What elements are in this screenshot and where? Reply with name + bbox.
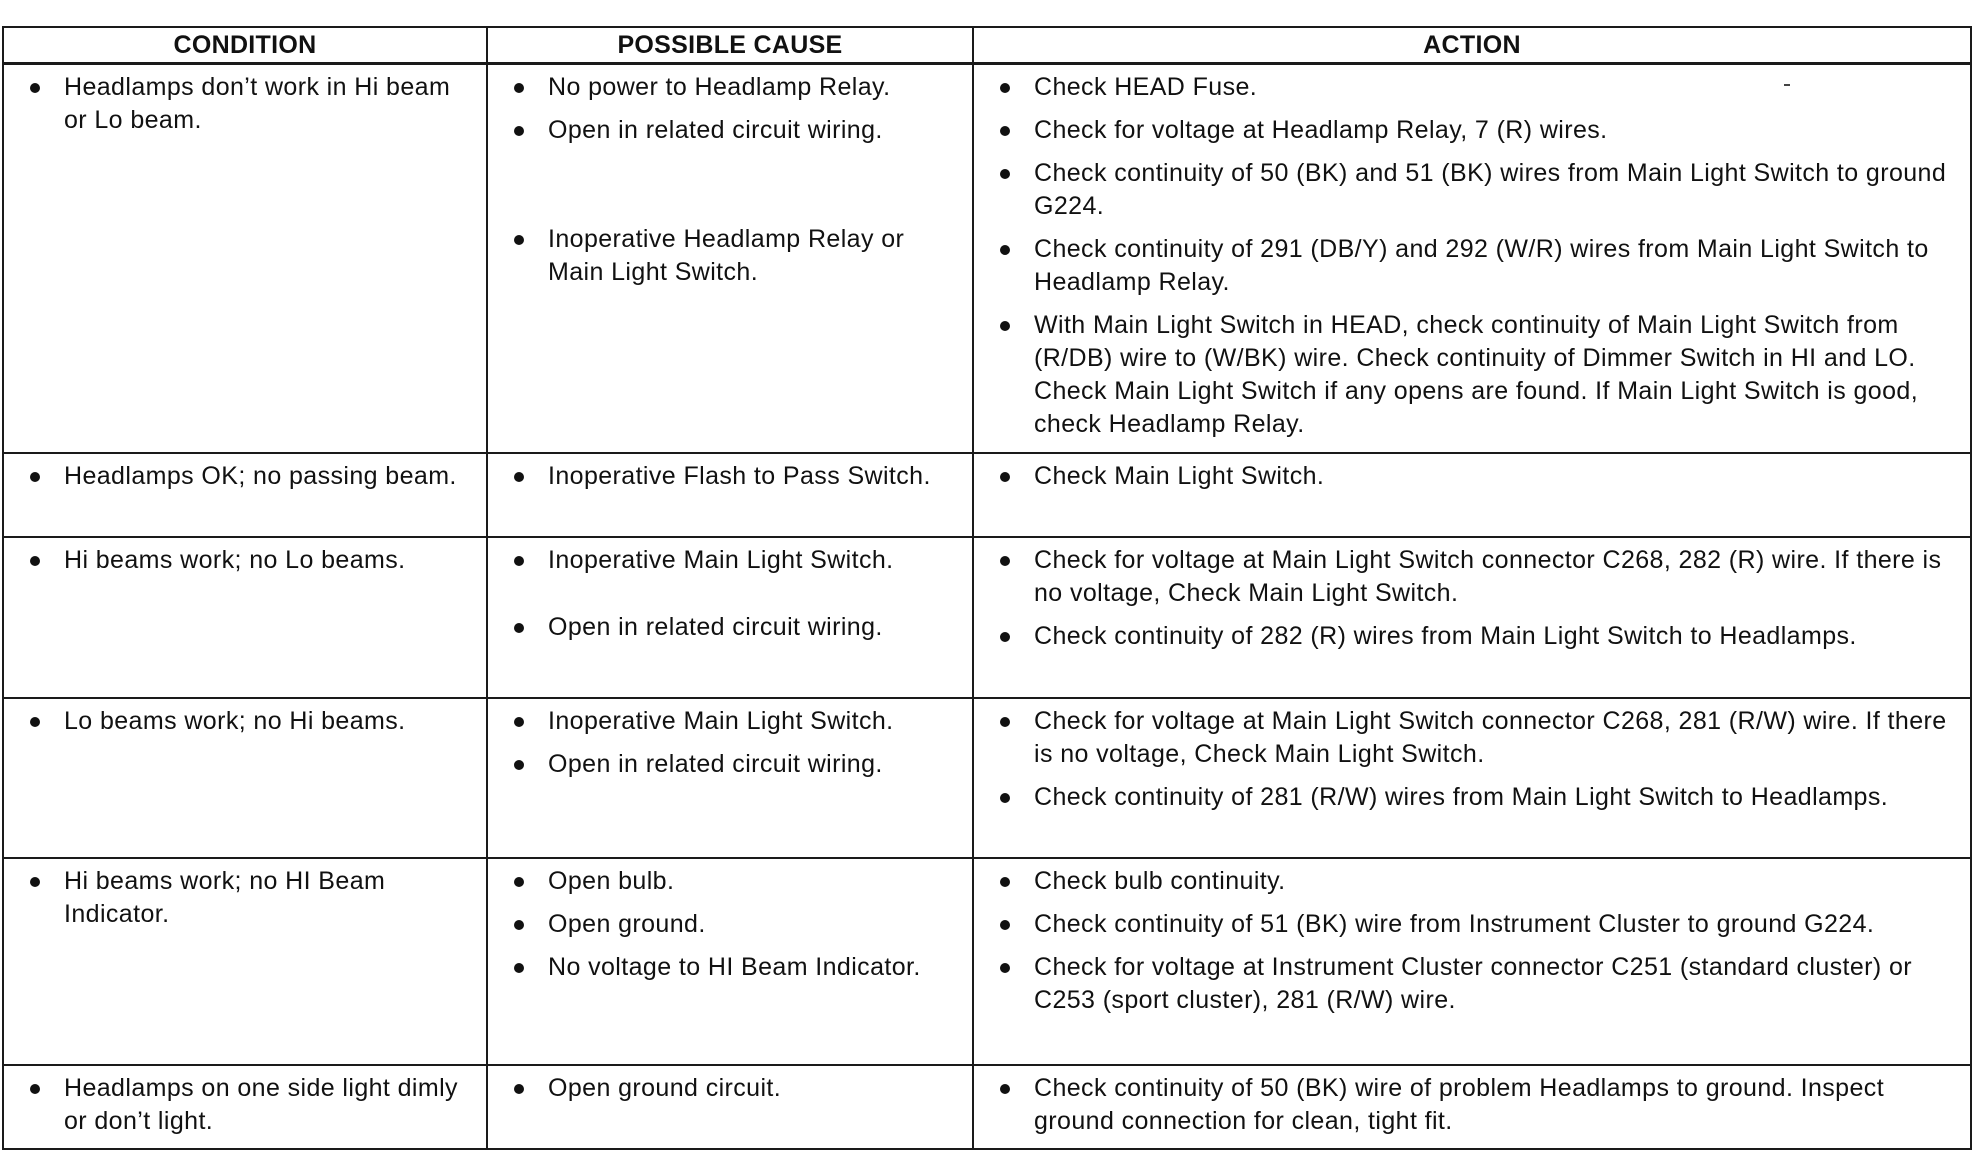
header-possible-cause: POSSIBLE CAUSE bbox=[487, 27, 973, 64]
action-item: With Main Light Switch in HEAD, check continuity of Main Light Switch from (R/DB) wire to (W/BK) wire. Check continuity of Dimmer Switch in HI and LO. Check Main Light Switch if any opens are found. If Main Light Switch is good, check Headlamp Relay. bbox=[996, 309, 1960, 441]
action-item: Check continuity of 282 (R) wires from Main Light Switch to Headlamps. bbox=[996, 620, 1960, 653]
bullet-icon bbox=[1000, 793, 1010, 803]
condition-item: Headlamps don’t work in Hi beam or Lo beam. bbox=[26, 71, 476, 137]
table-row bbox=[3, 1065, 1971, 1149]
action-cell bbox=[973, 64, 1971, 454]
cause-cell bbox=[487, 1065, 973, 1149]
action-item: Check continuity of 51 (BK) wire from Instrument Cluster to ground G224. bbox=[996, 908, 1960, 941]
bullet-icon bbox=[1000, 472, 1010, 482]
bullet-icon bbox=[514, 556, 524, 566]
header-condition: CONDITION bbox=[3, 27, 487, 64]
action-cell bbox=[973, 1065, 1971, 1149]
bullet-icon bbox=[514, 126, 524, 136]
bullet-icon bbox=[30, 472, 40, 482]
bullet-icon bbox=[1000, 717, 1010, 727]
condition-item: Hi beams work; no Lo beams. bbox=[26, 544, 476, 577]
cause-item: Inoperative Main Light Switch. bbox=[510, 705, 962, 738]
action-cell bbox=[973, 453, 1971, 537]
action-item: Check continuity of 291 (DB/Y) and 292 (W/R) wires from Main Light Switch to Headlamp Relay. bbox=[996, 233, 1960, 299]
bullet-icon bbox=[1000, 963, 1010, 973]
condition-item: Headlamps OK; no passing beam. bbox=[26, 460, 476, 493]
bullet-icon bbox=[514, 83, 524, 93]
action-cell bbox=[973, 537, 1971, 697]
bullet-icon bbox=[1000, 83, 1010, 93]
cause-item: No voltage to HI Beam Indicator. bbox=[510, 951, 962, 984]
bullet-icon bbox=[514, 760, 524, 770]
cause-item: Open in related circuit wiring. bbox=[510, 748, 962, 781]
bullet-icon bbox=[1000, 877, 1010, 887]
cause-cell bbox=[487, 858, 973, 1065]
condition-cell bbox=[3, 1065, 487, 1149]
action-item: Check HEAD Fuse. bbox=[996, 71, 1960, 104]
header-row bbox=[3, 27, 1971, 64]
condition-cell bbox=[3, 537, 487, 697]
action-item: Check continuity of 50 (BK) wire of problem Headlamps to ground. Inspect ground connection for clean, tight fit. bbox=[996, 1072, 1960, 1138]
cause-cell bbox=[487, 64, 973, 454]
bullet-icon bbox=[1000, 321, 1010, 331]
bullet-icon bbox=[514, 920, 524, 930]
action-cell bbox=[973, 858, 1971, 1065]
cause-item: Inoperative Flash to Pass Switch. bbox=[510, 460, 962, 493]
cause-item: No power to Headlamp Relay. bbox=[510, 71, 962, 104]
table-row bbox=[3, 537, 1971, 697]
action-item: Check bulb continuity. bbox=[996, 865, 1960, 898]
bullet-icon bbox=[1000, 126, 1010, 136]
action-item: Check continuity of 281 (R/W) wires from Main Light Switch to Headlamps. bbox=[996, 781, 1960, 814]
table-row bbox=[3, 64, 1971, 454]
bullet-icon bbox=[514, 877, 524, 887]
cause-cell bbox=[487, 698, 973, 858]
condition-cell bbox=[3, 453, 487, 537]
header-action: ACTION bbox=[973, 27, 1971, 64]
action-item: Check for voltage at Headlamp Relay, 7 (R) wires. bbox=[996, 114, 1960, 147]
bullet-icon bbox=[1000, 1084, 1010, 1094]
cause-item: Open in related circuit wiring. bbox=[510, 114, 962, 147]
action-item: Check Main Light Switch. bbox=[996, 460, 1960, 493]
bullet-icon bbox=[514, 235, 524, 245]
cause-item: Inoperative Headlamp Relay or Main Light Switch. bbox=[510, 223, 962, 289]
condition-item: Hi beams work; no HI Beam Indicator. bbox=[26, 865, 476, 931]
cause-item: Open bulb. bbox=[510, 865, 962, 898]
bullet-icon bbox=[30, 717, 40, 727]
bullet-icon bbox=[514, 472, 524, 482]
condition-item: Lo beams work; no Hi beams. bbox=[26, 705, 476, 738]
cause-item: Open ground circuit. bbox=[510, 1072, 962, 1105]
action-item: Check for voltage at Instrument Cluster connector C251 (standard cluster) or C253 (sport cluster), 281 (R/W) wire. bbox=[996, 951, 1960, 1017]
cause-item: Inoperative Main Light Switch. bbox=[510, 544, 962, 577]
bullet-icon bbox=[30, 83, 40, 93]
cause-cell bbox=[487, 537, 973, 697]
cause-cell bbox=[487, 453, 973, 537]
table-row bbox=[3, 858, 1971, 1065]
action-item: Check continuity of 50 (BK) and 51 (BK) wires from Main Light Switch to ground G224. bbox=[996, 157, 1960, 223]
bullet-icon bbox=[1000, 556, 1010, 566]
action-cell bbox=[973, 698, 1971, 858]
table-row bbox=[3, 698, 1971, 858]
diagnosis-table bbox=[2, 26, 1972, 1150]
condition-cell bbox=[3, 698, 487, 858]
troubleshooting-chart bbox=[2, 26, 1970, 1150]
table-row bbox=[3, 453, 1971, 537]
bullet-icon bbox=[514, 623, 524, 633]
action-item: Check for voltage at Main Light Switch connector C268, 281 (R/W) wire. If there is no voltage, Check Main Light Switch. bbox=[996, 705, 1960, 771]
bullet-icon bbox=[30, 1084, 40, 1094]
scan-speck bbox=[1784, 84, 1790, 86]
bullet-icon bbox=[1000, 245, 1010, 255]
condition-cell bbox=[3, 858, 487, 1065]
bullet-icon bbox=[1000, 632, 1010, 642]
bullet-icon bbox=[1000, 169, 1010, 179]
cause-item: Open ground. bbox=[510, 908, 962, 941]
condition-item: Headlamps on one side light dimly or don’t light. bbox=[26, 1072, 476, 1138]
bullet-icon bbox=[1000, 920, 1010, 930]
bullet-icon bbox=[30, 877, 40, 887]
bullet-icon bbox=[514, 1084, 524, 1094]
bullet-icon bbox=[30, 556, 40, 566]
bullet-icon bbox=[514, 717, 524, 727]
cause-item: Open in related circuit wiring. bbox=[510, 611, 962, 644]
action-item: Check for voltage at Main Light Switch connector C268, 282 (R) wire. If there is no voltage, Check Main Light Switch. bbox=[996, 544, 1960, 610]
condition-cell bbox=[3, 64, 487, 454]
bullet-icon bbox=[514, 963, 524, 973]
